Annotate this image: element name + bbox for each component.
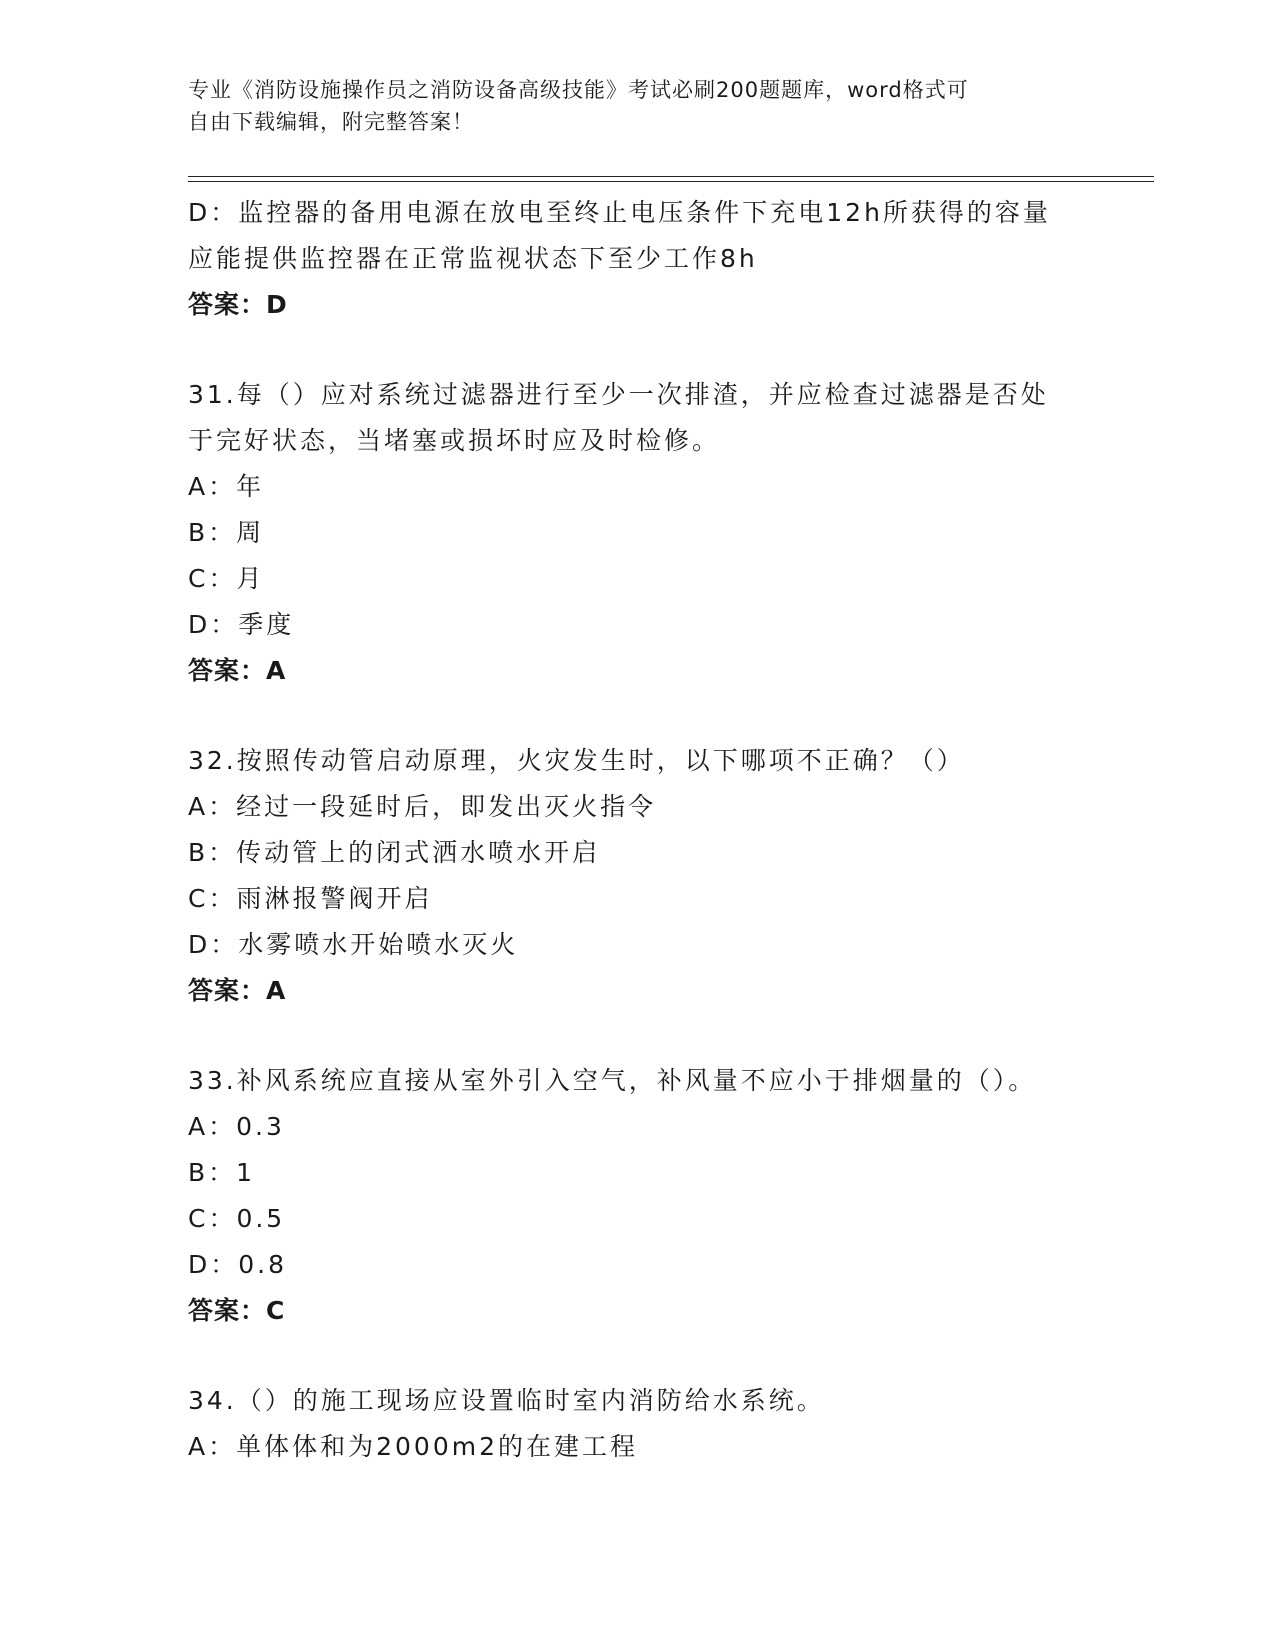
option-b: B：1 [188,1158,256,1187]
option-a: A：经过一段延时后，即发出灭火指令 [188,792,657,821]
option-d: D：水雾喷水开始喷水灭火 [188,930,519,959]
option-a: A：单体体和为2000m2的在建工程 [188,1432,638,1461]
question-stem: 32.按照传动管启动原理，火灾发生时，以下哪项不正确？（） [188,746,965,775]
question-33 [188,1058,1088,1334]
question-31 [188,372,1088,694]
document-header [188,74,1088,138]
spacer [188,1334,1088,1378]
question-34 [188,1378,1088,1470]
question-stem-continued: 于完好状态，当堵塞或损坏时应及时检修。 [188,426,721,455]
spacer [188,1014,1088,1058]
option-c: C：月 [188,564,265,593]
question-32 [188,738,1088,1014]
question-stem: 34.（）的施工现场应设置临时室内消防给水系统。 [188,1386,825,1415]
header-line-1: 专业《消防设施操作员之消防设备高级技能》考试必刷200题题库，word格式可 [188,78,969,102]
option-d: D：监控器的备用电源在放电至终止电压条件下充电12h所获得的容量 [188,198,1051,227]
option-c: C：0.5 [188,1204,286,1233]
spacer [188,694,1088,738]
spacer [188,328,1088,372]
header-divider-top [188,176,1154,177]
option-b: B：传动管上的闭式洒水喷水开启 [188,838,601,867]
header-divider-bottom [188,181,1154,182]
option-d-continued: 应能提供监控器在正常监视状态下至少工作8h [188,244,758,273]
header-line-2: 自由下载编辑，附完整答案！ [188,110,474,134]
option-a: A：0.3 [188,1112,285,1141]
question-30-tail [188,190,1088,328]
question-stem: 31.每（）应对系统过滤器进行至少一次排渣，并应检查过滤器是否处 [188,380,1049,409]
answer-label: 答案：D [188,290,288,319]
answer-label: 答案：A [188,656,287,685]
answer-label: 答案：C [188,1296,286,1325]
answer-label: 答案：A [188,976,287,1005]
question-stem: 33.补风系统应直接从室外引入空气，补风量不应小于排烟量的（）。 [188,1066,1037,1095]
option-d: D：季度 [188,610,295,639]
option-a: A：年 [188,472,265,501]
option-c: C：雨淋报警阀开启 [188,884,433,913]
option-b: B：周 [188,518,265,547]
option-d: D：0.8 [188,1250,288,1279]
question-content [188,190,1088,1470]
